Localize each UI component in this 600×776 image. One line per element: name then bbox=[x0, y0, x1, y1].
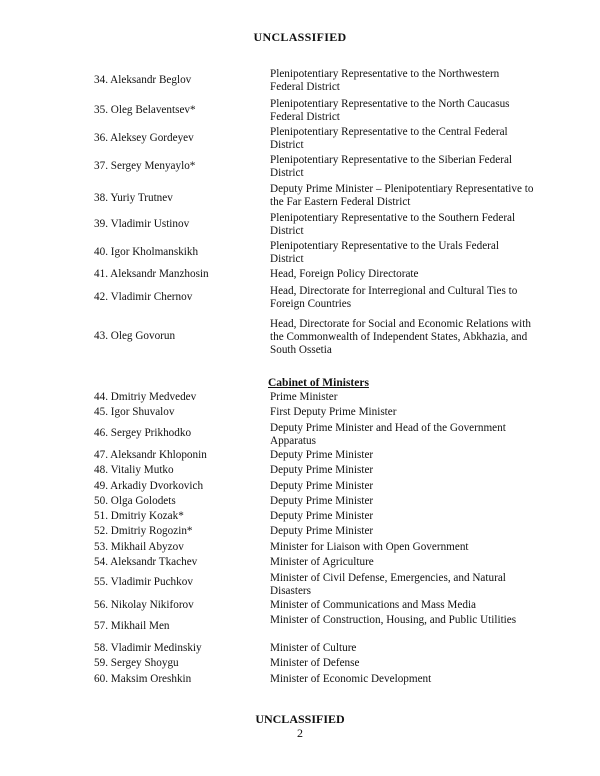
list-item bbox=[0, 422, 600, 448]
official-title: Minister of Defense bbox=[270, 657, 360, 669]
list-item bbox=[0, 556, 600, 570]
official-title: Deputy Prime Minister bbox=[270, 495, 374, 507]
list-item bbox=[0, 285, 600, 311]
official-title: Plenipotentiary Representative to the Siberian Federal District bbox=[270, 154, 513, 179]
official-title: Plenipotentiary Representative to the Southern Federal District bbox=[270, 212, 516, 237]
list-item bbox=[0, 510, 600, 524]
official-title: Minister of Communications and Mass Media bbox=[270, 599, 477, 611]
list-item bbox=[0, 212, 600, 238]
list-item bbox=[0, 406, 600, 420]
classification-footer: UNCLASSIFIED bbox=[255, 712, 345, 726]
list-item bbox=[0, 98, 600, 124]
official-name: 42. Vladimir Chernov bbox=[94, 291, 193, 303]
official-name: 47. Aleksandr Khloponin bbox=[94, 449, 207, 461]
list-item bbox=[0, 126, 600, 152]
official-title: First Deputy Prime Minister bbox=[270, 406, 397, 418]
official-name: 50. Olga Golodets bbox=[94, 495, 176, 507]
official-name: 48. Vitaliy Mutko bbox=[94, 464, 174, 476]
official-name: 57. Mikhail Men bbox=[94, 620, 170, 632]
official-title: Head, Directorate for Interregional and Cultural Ties to Foreign Countries bbox=[270, 285, 518, 310]
official-title: Plenipotentiary Representative to the North Caucasus Federal District bbox=[270, 98, 510, 123]
list-item bbox=[0, 240, 600, 266]
official-title: Plenipotentiary Representative to the Central Federal District bbox=[270, 126, 508, 151]
official-title: Minister of Construction, Housing, and Public Utilities bbox=[270, 614, 517, 626]
list-item bbox=[0, 183, 600, 209]
list-item bbox=[0, 572, 600, 598]
official-title: Plenipotentiary Representative to the Northwestern Federal District bbox=[270, 68, 500, 93]
official-title: Minister for Liaison with Open Government bbox=[270, 541, 469, 553]
official-name: 45. Igor Shuvalov bbox=[94, 406, 175, 418]
official-name: 41. Aleksandr Manzhosin bbox=[94, 268, 209, 280]
official-title: Minister of Culture bbox=[270, 642, 357, 654]
list-item bbox=[0, 541, 600, 555]
official-title: Minister of Agriculture bbox=[270, 556, 374, 568]
official-title: Head, Foreign Policy Directorate bbox=[270, 268, 419, 280]
list-item bbox=[0, 449, 600, 463]
official-name: 60. Maksim Oreshkin bbox=[94, 673, 192, 685]
official-title: Deputy Prime Minister bbox=[270, 480, 374, 492]
list-item bbox=[0, 268, 600, 282]
official-name: 58. Vladimir Medinskiy bbox=[94, 642, 202, 654]
official-name: 34. Aleksandr Beglov bbox=[94, 74, 192, 86]
official-name: 55. Vladimir Puchkov bbox=[94, 576, 193, 588]
list-item bbox=[0, 525, 600, 539]
list-item bbox=[0, 673, 600, 687]
list-item bbox=[0, 480, 600, 494]
page-number: 2 bbox=[297, 726, 303, 740]
official-title: Prime Minister bbox=[270, 391, 338, 403]
official-name: 49. Arkadiy Dvorkovich bbox=[94, 480, 204, 492]
official-title: Deputy Prime Minister bbox=[270, 464, 374, 476]
official-name: 44. Dmitriy Medvedev bbox=[94, 391, 197, 403]
official-name: 46. Sergey Prikhodko bbox=[94, 427, 192, 439]
list-item bbox=[0, 318, 600, 358]
official-name: 38. Yuriy Trutnev bbox=[94, 192, 173, 204]
official-title: Deputy Prime Minister and Head of the Government Apparatus bbox=[270, 422, 506, 447]
official-name: 40. Igor Kholmanskikh bbox=[94, 246, 199, 258]
official-name: 59. Sergey Shoygu bbox=[94, 657, 179, 669]
official-name: 52. Dmitriy Rogozin* bbox=[94, 525, 193, 537]
list-item bbox=[0, 464, 600, 478]
official-title: Deputy Prime Minister bbox=[270, 510, 374, 522]
official-title: Head, Directorate for Social and Economic Relations with the Commonwealth of Independent States, Abkhazia, and South Ossetia bbox=[270, 318, 531, 356]
classification-header: UNCLASSIFIED bbox=[253, 30, 347, 44]
official-name: 35. Oleg Belaventsev* bbox=[94, 104, 196, 116]
official-name: 43. Oleg Govorun bbox=[94, 330, 176, 342]
section-heading: Cabinet of Ministers bbox=[268, 377, 369, 389]
official-title: Minister of Civil Defense, Emergencies, and Natural Disasters bbox=[270, 572, 506, 597]
list-item bbox=[0, 657, 600, 671]
list-item bbox=[0, 495, 600, 509]
official-title: Plenipotentiary Representative to the Urals Federal District bbox=[270, 240, 499, 265]
list-item bbox=[0, 642, 600, 656]
list-item bbox=[0, 68, 600, 94]
official-name: 54. Aleksandr Tkachev bbox=[94, 556, 198, 568]
official-name: 56. Nikolay Nikiforov bbox=[94, 599, 194, 611]
list-item bbox=[0, 599, 600, 613]
official-title: Deputy Prime Minister – Plenipotentiary Representative to the Far Eastern Federal District bbox=[270, 183, 534, 208]
list-item bbox=[0, 391, 600, 405]
official-title: Minister of Economic Development bbox=[270, 673, 432, 685]
list-item bbox=[0, 154, 600, 180]
official-name: 36. Aleksey Gordeyev bbox=[94, 132, 194, 144]
list-item bbox=[0, 614, 600, 640]
official-name: 37. Sergey Menyaylo* bbox=[94, 160, 196, 172]
official-name: 53. Mikhail Abyzov bbox=[94, 541, 184, 553]
official-title: Deputy Prime Minister bbox=[270, 449, 374, 461]
official-title: Deputy Prime Minister bbox=[270, 525, 374, 537]
official-name: 51. Dmitriy Kozak* bbox=[94, 510, 184, 522]
official-name: 39. Vladimir Ustinov bbox=[94, 218, 190, 230]
